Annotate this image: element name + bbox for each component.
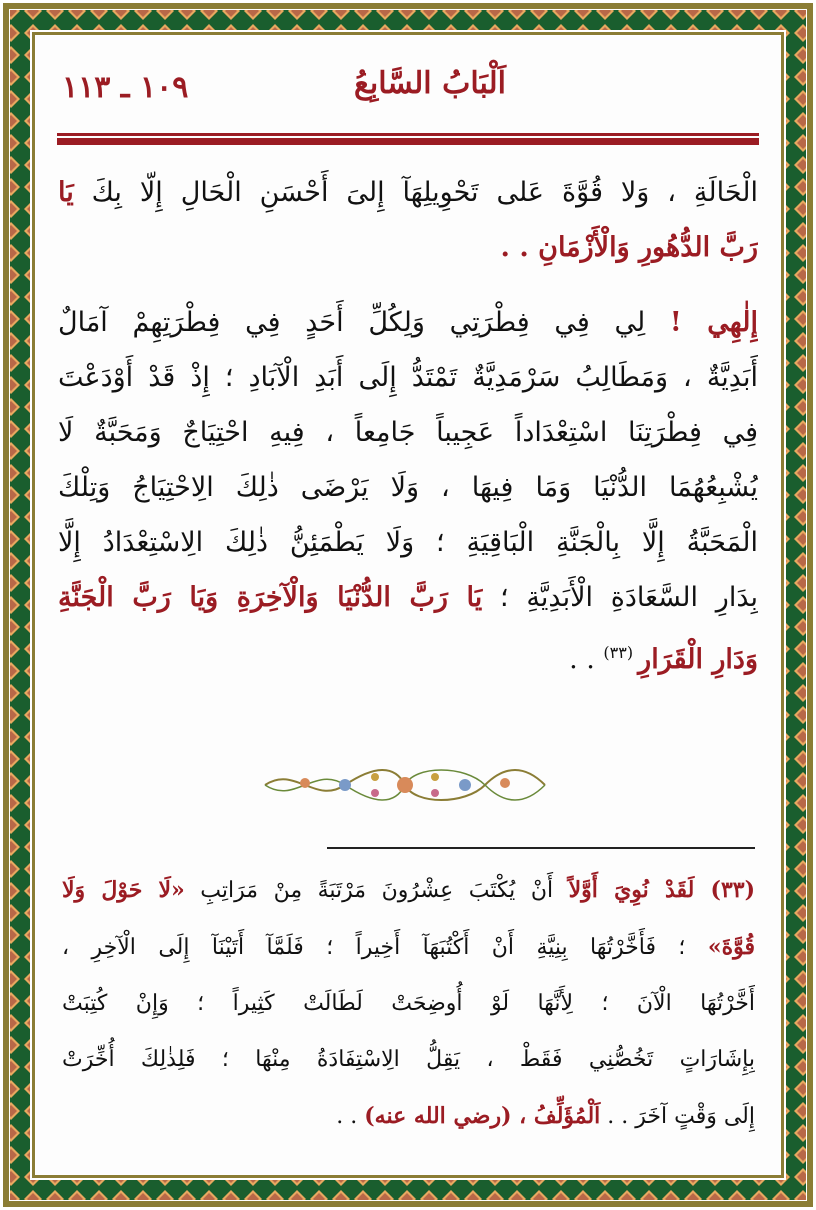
highlighted-text: إِلٰهِي !	[669, 307, 758, 338]
text-line	[58, 570, 758, 625]
text-segment: الْمَحَبَّةُ إِلَّا بِالْجَنَّةِ الْبَاقِيَةِ ؛ وَلَا يَطْمَئِنُّ ذٰلِكَ الِاسْتِعْدَادُ إِلَّا	[58, 527, 758, 558]
text-line	[58, 295, 758, 350]
main-text	[58, 165, 758, 687]
text-line	[62, 1032, 755, 1088]
text-segment: أَنْ يُكْتَبَ عِشْرُونَ مَرْتَبَةً مِنْ مَرَاتِبِ	[184, 878, 569, 903]
text-line	[62, 976, 755, 1032]
text-segment: لِي فِي فِطْرَتِي وَلِكُلِّ أَحَدٍ فِي فِطْرَتِهِمْ آمَالٌ	[58, 307, 670, 338]
footnote-separator	[327, 847, 755, 849]
text-line	[62, 862, 755, 919]
text-segment: فِي فِطْرَتِنَا اسْتِعْدَاداً عَجِيباً جَامِعاً ، فِيهِ احْتِيَاجٌ وَمَحَبَّةٌ لَا	[58, 417, 758, 448]
highlighted-text: وَدَارِ الْقَرَارِ	[638, 644, 758, 675]
header-rule-thick	[57, 138, 759, 145]
text-line	[58, 165, 758, 220]
text-segment: الْحَالَةِ ، وَلا قُوَّةَ عَلى تَحْوِيلِهَآ إِلىَ أَحْسَنِ الْحَالِ إِلّا بِكَ	[73, 177, 758, 208]
text-segment: بِدَارِ السَّعَادَةِ الْأَبَدِيَّةِ ؛	[482, 582, 758, 613]
text-segment: ؛ فَأَخَّرْتُهَا بِنِيَّةِ أَنْ أَكْتُبَهَآ أَخِيراً ؛ فَلَمَّآ أَتَيْنَآ إِلَى الْآخِرِ ،	[62, 935, 708, 960]
text-segment: أَخَّرْتُهَا الْآنَ ؛ لِأَنَّهَا لَوْ أُوضِحَتْ لَطَالَتْ كَثِيراً ؛ وَإِنْ كُتِبَتْ	[62, 991, 755, 1016]
text-segment: إِلَى وَقْتٍ آخَرَ . .	[600, 1104, 755, 1129]
highlighted-text: يَا	[58, 177, 74, 208]
highlighted-text: «لَا حَوْلَ وَلَا	[62, 877, 185, 903]
text-line	[58, 220, 758, 275]
text-line	[58, 405, 758, 460]
floral-divider-icon	[255, 765, 555, 805]
footnote-ref: (٣٣)	[603, 643, 639, 662]
highlighted-text: (٣٣) لَقَدْ نُوِيَ أَوَّلاً	[568, 877, 755, 903]
footnote	[62, 862, 755, 1145]
text-line	[58, 515, 758, 570]
chapter-title: اَلْبَابُ السَّابِعُ	[353, 66, 506, 101]
text-line	[62, 1088, 755, 1145]
text-segment: بِإِشَارَاتٍ تَخُصُّنِي فَقَطْ ، يَقِلُّ الِاسْتِفَادَةُ مِنْهَا ؛ فَلِذٰلِكَ أُخِّرَتْ	[62, 1047, 755, 1072]
highlighted-text: اَلْمُؤَلِّفُ ، (رضي الله عنه)	[364, 1103, 601, 1129]
text-line	[58, 625, 758, 687]
text-line	[58, 350, 758, 405]
page-range: ١٠٩ ـ ١١٣	[62, 70, 189, 105]
text-segment: . .	[569, 644, 604, 675]
text-line	[58, 460, 758, 515]
highlighted-text: يَا رَبَّ الدُّنْيَا وَالْآخِرَةِ وَيَا رَبَّ الْجَنَّةِ	[58, 582, 483, 613]
highlighted-text: قُوَّةَ»	[707, 934, 755, 960]
text-segment: . .	[336, 1104, 365, 1129]
header-rule	[57, 133, 759, 136]
highlighted-text: رَبَّ الدُّهُورِ وَالْأَزْمَانِ . .	[500, 232, 758, 263]
text-line	[62, 919, 755, 976]
text-segment: أَبَدِيَّةٌ ، وَمَطَالِبُ سَرْمَدِيَّةٌ تَمْتَدُّ إِلَى أَبَدِ الْآبَادِ ؛ إِذْ قَدْ أَوْدَعْتَ	[58, 362, 758, 393]
text-segment: يُشْبِعُهُمَا الدُّنْيَا وَمَا فِيهَا ، وَلَا يَرْضَى ذٰلِكَ الِاحْتِيَاجُ وَتِلْكَ	[58, 472, 758, 503]
